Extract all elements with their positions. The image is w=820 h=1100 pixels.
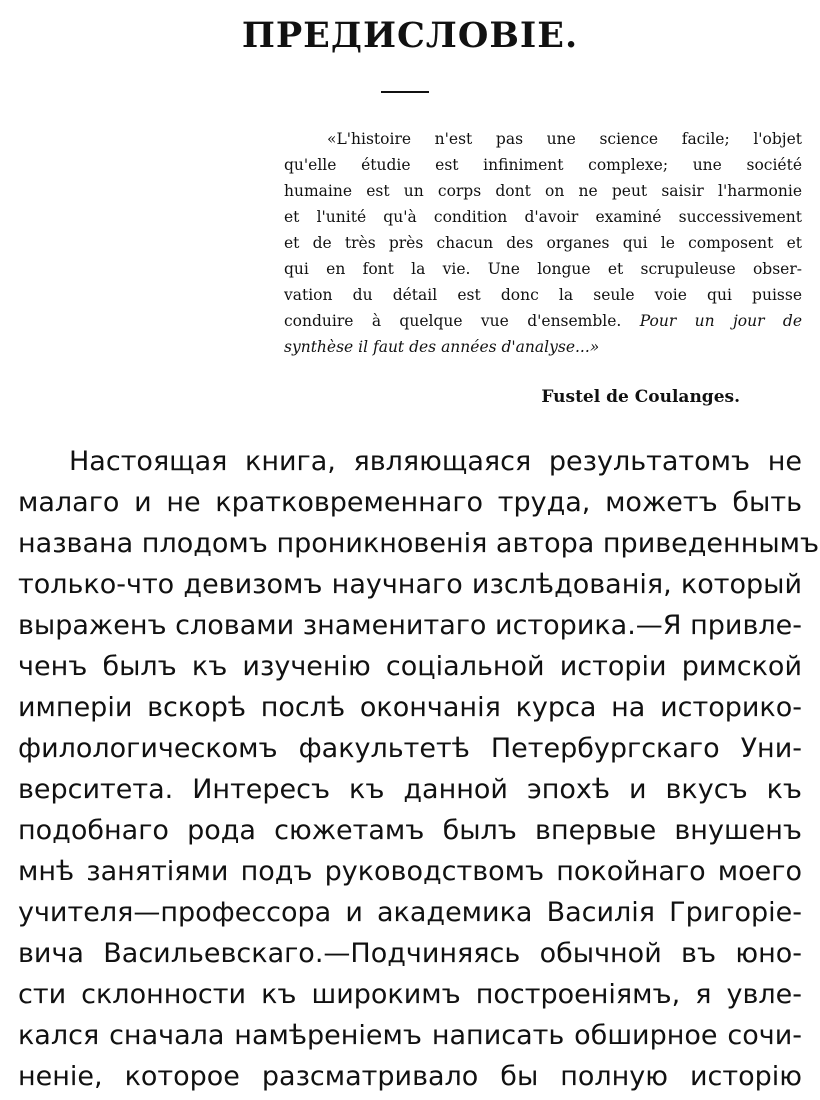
body-line: вича Васильевскаго.—Подчиняясь обычной въ юно- [18, 938, 802, 969]
page-title: ПРЕДИСЛОВІЕ. [241, 15, 579, 56]
body-line: Настоящая книга, являющаяся результатомъ не [69, 446, 802, 477]
epigraph-line: et de très près chacun des organes qui le composent et [284, 234, 802, 252]
body-line: имперіи вскорѣ послѣ окончанія курса на историко- [18, 692, 802, 723]
body-line: только-что девизомъ научнаго изслѣдованія, который [18, 569, 802, 600]
epigraph-line: humaine est un corps dont on ne peut saisir l'harmonie [284, 182, 802, 200]
title-rule [381, 91, 429, 93]
epigraph-line [284, 310, 802, 332]
body-line: филологическомъ факультетѣ Петербургскаго Уни- [18, 733, 802, 764]
body-line: неніе, которое разсматривало бы полную исторію [18, 1061, 802, 1092]
body-line: мнѣ занятіями подъ руководствомъ покойнаго моего [18, 856, 802, 887]
epigraph-line-roman: conduire à quelque vue d'ensemble. [284, 312, 622, 330]
body-line: учителя—профессора и академика Василія Григоріе- [18, 897, 802, 928]
body-line: сти склонности къ широкимъ построеніямъ, я увле- [18, 979, 802, 1010]
epigraph-line: «L'histoire n'est pas une science facile; l'objet [327, 130, 802, 148]
epigraph-line: qui en font la vie. Une longue et scrupuleuse obser- [284, 260, 802, 278]
epigraph-line: vation du détail est donc la seule voie qui puisse [284, 286, 802, 304]
body-line: верситета. Интересъ къ данной эпохѣ и вкусъ къ [18, 774, 802, 805]
body-line: ченъ былъ къ изученію соціальной исторіи римской [18, 651, 802, 682]
epigraph-author: Fustel de Coulanges. [541, 387, 740, 407]
body-line: подобнаго рода сюжетамъ былъ впервые внушенъ [18, 815, 802, 846]
epigraph-line: et l'unité qu'à condition d'avoir examiné successivement [284, 208, 802, 226]
body-line: выраженъ словами знаменитаго историка.—Я привле- [18, 610, 803, 641]
body-line: названа плодомъ проникновенія автора приведеннымъ [18, 528, 820, 559]
epigraph-line: qu'elle étudie est infiniment complexe; une société [284, 156, 802, 174]
epigraph-line: synthèse il faut des années d'analyse...» [284, 338, 600, 356]
epigraph-line-italic: Pour un jour de [639, 312, 802, 330]
body-line: кался сначала намѣреніемъ написать обширное сочи- [18, 1020, 802, 1051]
body-line: малаго и не кратковременнаго труда, можетъ быть [18, 487, 802, 518]
